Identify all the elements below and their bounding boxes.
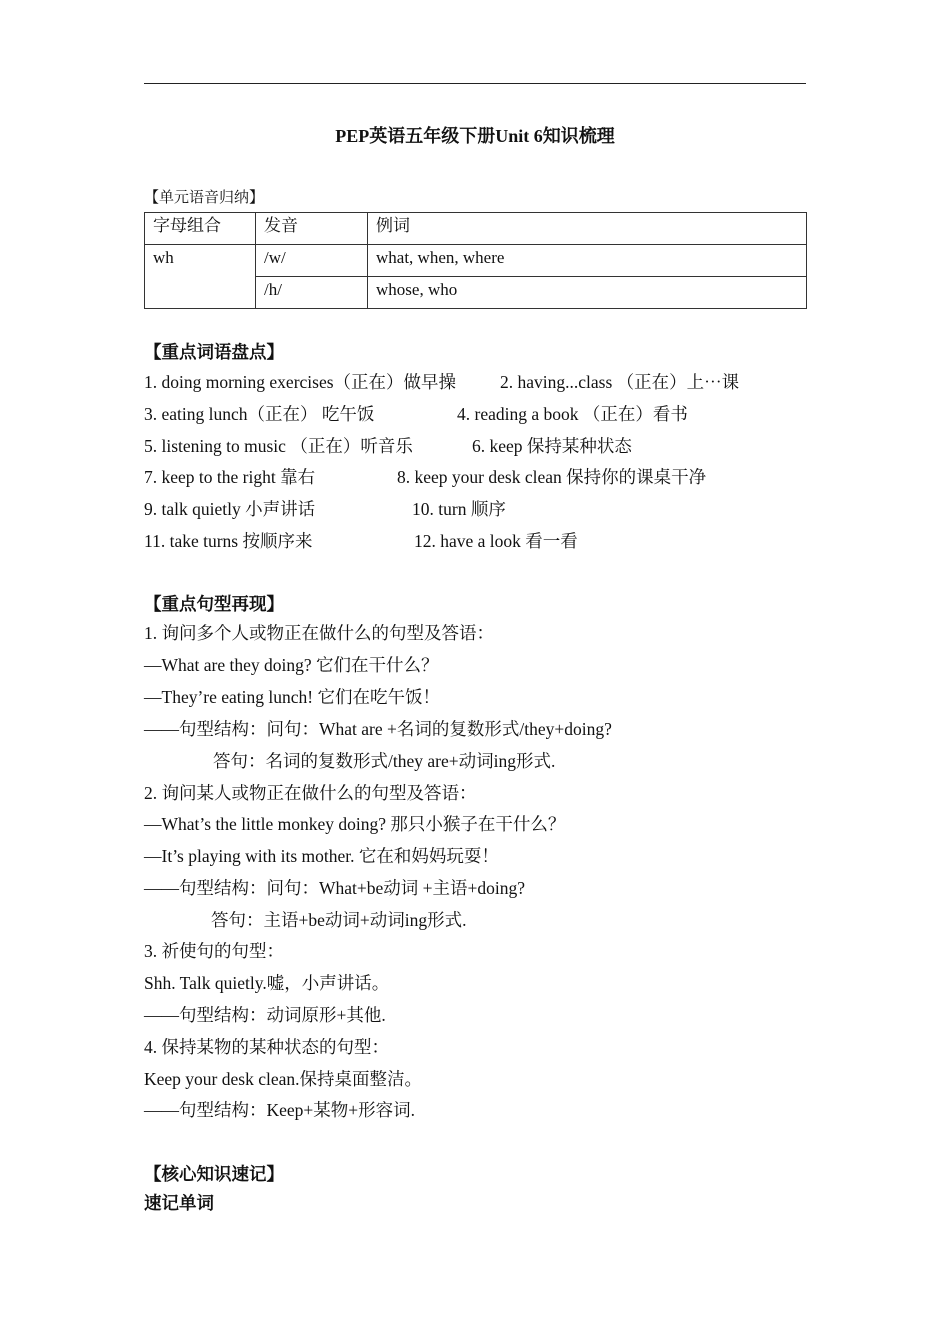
sentence-line: ——句型结构：动词原形+其他. [144,1005,386,1025]
vocab-item: 11. take turns 按顺序来 [144,531,313,551]
core-subheading: 速记单词 [144,1193,214,1213]
examples-cell: what, when, where [368,245,807,277]
sound-cell: /w/ [256,245,368,277]
examples-cell: whose, who [368,277,807,309]
vocab-item: 5. listening to music （正在）听音乐 [144,436,413,456]
vocab-item: 12. have a look 看一看 [414,531,578,551]
vocab-item: 4. reading a book （正在）看书 [457,404,688,424]
sentence-line: 答句：名词的复数形式/they are+动词ing形式. [213,751,556,771]
vocab-item: 10. turn 顺序 [412,499,506,519]
sentence-line: Shh. Talk quietly.嘘，小声讲话。 [144,973,390,993]
table-row [145,245,807,277]
vocab-item: 7. keep to the right 靠右 [144,467,316,487]
vocab-item: 3. eating lunch（正在） 吃午饭 [144,404,375,424]
table-header-cell: 例词 [368,213,807,245]
sentence-line: ——句型结构：问句：What are +名词的复数形式/they+doing? [144,719,612,739]
table-header-cell: 发音 [256,213,368,245]
core-heading: 【核心知识速记】 [144,1164,284,1184]
sentence-line: 4. 保持某物的某种状态的句型： [144,1037,389,1057]
header-rule [144,83,806,84]
sentence-line: 2. 询问某人或物正在做什么的句型及答语： [144,783,477,803]
sentence-line: —What’s the little monkey doing? 那只小猴子在干什么？ [144,814,566,834]
table-header-row [145,213,807,245]
vocab-item: 8. keep your desk clean 保持你的课桌干净 [397,467,707,487]
vocab-item: 6. keep 保持某种状态 [472,436,632,456]
sentence-line: —What are they doing? 它们在干什么？ [144,655,439,675]
vocab-item: 1. doing morning exercises（正在）做早操 [144,372,457,392]
sentences-heading: 【重点句型再现】 [144,594,284,614]
sentence-line: ——句型结构：问句：What+be动词 +主语+doing? [144,878,526,898]
phonics-heading: 【单元语音归纳】 [144,190,265,206]
vocab-heading: 【重点词语盘点】 [144,342,284,362]
sentence-line: Keep your desk clean.保持桌面整洁。 [144,1069,422,1089]
letter-group-cell: wh [145,245,256,309]
vocab-item: 9. talk quietly 小声讲话 [144,499,316,519]
sentence-line: 1. 询问多个人或物正在做什么的句型及答语： [144,623,494,643]
sentence-line: ——句型结构：Keep+某物+形容词. [144,1100,416,1120]
phonics-table [144,212,807,309]
vocab-item: 2. having...class （正在）上⋯课 [500,372,740,392]
table-header-cell: 字母组合 [145,213,256,245]
sentence-line: 答句：主语+be动词+动词ing形式. [211,910,467,930]
sentence-line: —They’re eating lunch! 它们在吃午饭！ [144,687,440,707]
sentence-line: —It’s playing with its mother. 它在和妈妈玩耍！ [144,846,499,866]
sound-cell: /h/ [256,277,368,309]
page-title: PEP英语五年级下册Unit 6知识梳理 [335,126,615,146]
sentence-line: 3. 祈使句的句型： [144,941,284,961]
